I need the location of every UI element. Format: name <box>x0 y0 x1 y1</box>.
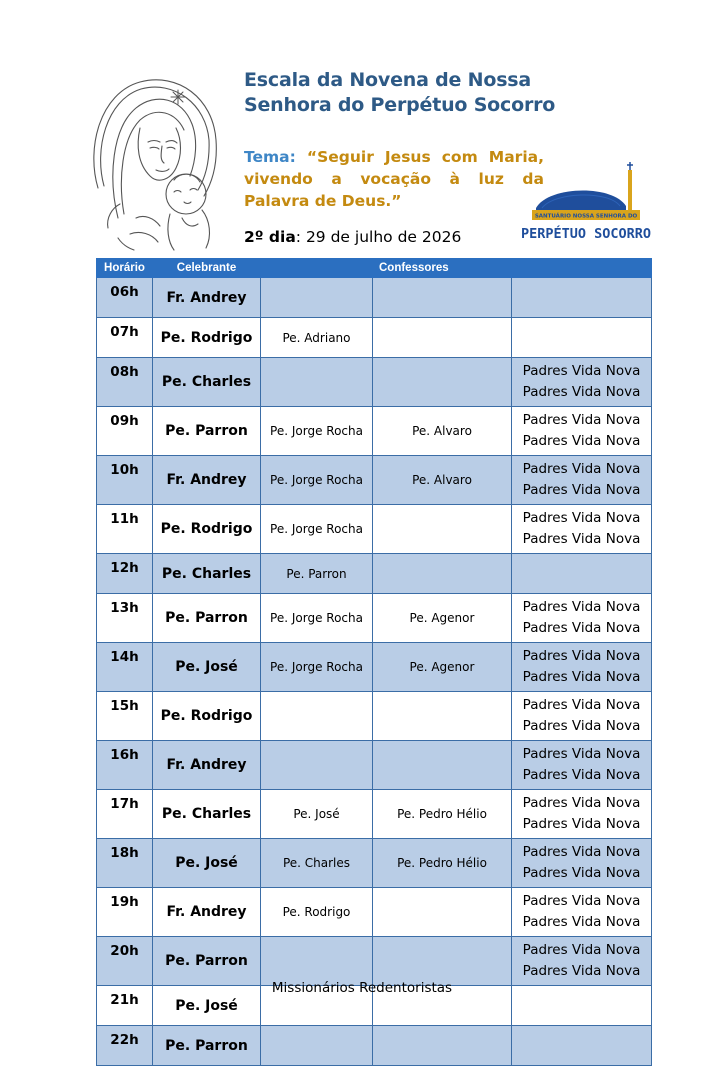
theme-label: Tema: <box>244 148 296 166</box>
confessor-line-2: Padres Vida Nova <box>522 482 641 498</box>
confessor-cell-3 <box>512 554 652 594</box>
celebrant-cell: Fr. Andrey <box>153 456 261 505</box>
celebrant-cell: Pe. Rodrigo <box>153 692 261 741</box>
confessor-cell-1: Pe. Adriano <box>261 318 373 358</box>
logo-main-text: PERPÉTUO SOCORRO <box>520 226 652 242</box>
confessor-cell-2 <box>373 278 512 318</box>
celebrant-cell: Pe. Parron <box>153 407 261 456</box>
confessor-cell-1: Pe. Jorge Rocha <box>261 407 373 456</box>
confessor-cell-3 <box>512 937 652 986</box>
confessor-cell-1: Pe. Rodrigo <box>261 888 373 937</box>
confessor-cell-3 <box>512 456 652 505</box>
table-row <box>97 278 652 318</box>
celebrant-cell: Fr. Andrey <box>153 741 261 790</box>
hour-cell: 11h <box>97 505 153 554</box>
celebrant-cell: Pe. Parron <box>153 594 261 643</box>
confessor-cell-3 <box>512 790 652 839</box>
celebrant-cell: Pe. José <box>153 643 261 692</box>
table-row <box>97 594 652 643</box>
confessor-cell-1: Pe. Jorge Rocha <box>261 505 373 554</box>
celebrant-cell: Pe. Parron <box>153 1026 261 1066</box>
confessor-line-1: Padres Vida Nova <box>522 844 641 860</box>
confessor-cell-3 <box>512 358 652 407</box>
table-row <box>97 407 652 456</box>
madonna-icon-illustration <box>78 68 228 250</box>
confessor-line-1: Padres Vida Nova <box>522 746 641 762</box>
table-header-row <box>97 259 652 278</box>
confessor-cell-3 <box>512 318 652 358</box>
header-confessores: Confessores <box>373 259 652 278</box>
table-row <box>97 554 652 594</box>
confessor-cell-3 <box>512 692 652 741</box>
confessor-cell-1 <box>261 358 373 407</box>
confessor-cell-2 <box>373 1026 512 1066</box>
confessor-cell-2: Pe. Pedro Hélio <box>373 790 512 839</box>
confessor-cell-1: Pe. Charles <box>261 839 373 888</box>
header-empty <box>261 259 373 278</box>
celebrant-cell: Pe. Parron <box>153 937 261 986</box>
confessor-cell-3 <box>512 407 652 456</box>
confessor-cell-3 <box>512 505 652 554</box>
celebrant-cell: Fr. Andrey <box>153 278 261 318</box>
table-row <box>97 505 652 554</box>
confessor-cell-1 <box>261 937 373 986</box>
confessor-cell-1: Pe. Jorge Rocha <box>261 594 373 643</box>
hour-cell: 22h <box>97 1026 153 1066</box>
celebrant-cell: Pe. Rodrigo <box>153 505 261 554</box>
confessor-line-2: Padres Vida Nova <box>522 384 641 400</box>
confessor-line-1: Padres Vida Nova <box>522 942 641 958</box>
confessor-cell-2 <box>373 692 512 741</box>
footer-text: Missionários Redentoristas <box>271 980 453 996</box>
schedule-table <box>96 258 652 1066</box>
celebrant-cell: Pe. Rodrigo <box>153 318 261 358</box>
confessor-cell-3 <box>512 839 652 888</box>
confessor-line-1: Padres Vida Nova <box>522 697 641 713</box>
confessor-line-2: Padres Vida Nova <box>522 718 641 734</box>
confessor-line-1: Padres Vida Nova <box>522 461 641 477</box>
table-row <box>97 643 652 692</box>
hour-cell: 15h <box>97 692 153 741</box>
table-row <box>97 839 652 888</box>
celebrant-cell: Pe. Charles <box>153 554 261 594</box>
confessor-cell-2 <box>373 937 512 986</box>
day-label: 2º dia <box>244 228 296 246</box>
hour-cell: 16h <box>97 741 153 790</box>
hour-cell: 21h <box>97 986 153 1026</box>
confessor-cell-3 <box>512 741 652 790</box>
hour-cell: 12h <box>97 554 153 594</box>
page-title <box>244 68 574 118</box>
sanctuary-logo <box>520 160 652 244</box>
confessor-line-1: Padres Vida Nova <box>522 510 641 526</box>
confessor-line-2: Padres Vida Nova <box>522 433 641 449</box>
logo-top-text: SANTUÁRIO NOSSA SENHORA DO <box>534 213 638 220</box>
confessor-cell-3 <box>512 278 652 318</box>
confessor-cell-3 <box>512 1026 652 1066</box>
confessor-cell-2 <box>373 888 512 937</box>
hour-cell: 10h <box>97 456 153 505</box>
confessor-cell-2: Pe. Agenor <box>373 594 512 643</box>
confessor-cell-1: Pe. Parron <box>261 554 373 594</box>
confessor-line-2: Padres Vida Nova <box>522 865 641 881</box>
hour-cell: 20h <box>97 937 153 986</box>
table-row <box>97 692 652 741</box>
confessor-cell-2 <box>373 318 512 358</box>
hour-cell: 06h <box>97 278 153 318</box>
confessor-cell-1 <box>261 741 373 790</box>
confessor-line-2: Padres Vida Nova <box>522 669 641 685</box>
confessor-line-2: Padres Vida Nova <box>522 620 641 636</box>
hour-cell: 17h <box>97 790 153 839</box>
confessor-cell-2 <box>373 741 512 790</box>
confessor-line-2: Padres Vida Nova <box>522 963 641 979</box>
hour-cell: 09h <box>97 407 153 456</box>
confessor-line-1: Padres Vida Nova <box>522 893 641 909</box>
table-row <box>97 358 652 407</box>
hour-cell: 18h <box>97 839 153 888</box>
confessor-cell-1: Pe. Jorge Rocha <box>261 456 373 505</box>
confessor-line-2: Padres Vida Nova <box>522 914 641 930</box>
hour-cell: 08h <box>97 358 153 407</box>
confessor-line-1: Padres Vida Nova <box>522 412 641 428</box>
hour-cell: 19h <box>97 888 153 937</box>
confessor-cell-2 <box>373 505 512 554</box>
header-celebrante: Celebrante <box>153 259 261 278</box>
title-line-1: Escala da Novena de Nossa <box>244 69 532 91</box>
table-row <box>97 937 652 986</box>
confessor-cell-3 <box>512 643 652 692</box>
confessor-cell-2 <box>373 358 512 407</box>
confessor-cell-2: Pe. Pedro Hélio <box>373 839 512 888</box>
hour-cell: 13h <box>97 594 153 643</box>
celebrant-cell: Pe. José <box>153 839 261 888</box>
celebrant-cell: Pe. Charles <box>153 358 261 407</box>
day-date: : 29 de julho de 2026 <box>295 228 462 246</box>
confessor-line-1: Padres Vida Nova <box>522 795 641 811</box>
hour-cell: 07h <box>97 318 153 358</box>
confessor-line-1: Padres Vida Nova <box>522 648 641 664</box>
confessor-cell-3 <box>512 888 652 937</box>
confessor-cell-1 <box>261 1026 373 1066</box>
header-horario: Horário <box>97 259 153 278</box>
table-row <box>97 318 652 358</box>
confessor-line-2: Padres Vida Nova <box>522 767 641 783</box>
confessor-cell-1: Pe. Jorge Rocha <box>261 643 373 692</box>
table-row <box>97 1026 652 1066</box>
confessor-cell-2: Pe. Agenor <box>373 643 512 692</box>
celebrant-cell: Pe. Charles <box>153 790 261 839</box>
table-row <box>97 456 652 505</box>
confessor-cell-3 <box>512 594 652 643</box>
confessor-line-2: Padres Vida Nova <box>522 531 641 547</box>
day-line <box>244 228 461 246</box>
confessor-cell-1 <box>261 278 373 318</box>
hour-cell: 14h <box>97 643 153 692</box>
celebrant-cell: Fr. Andrey <box>153 888 261 937</box>
confessor-cell-2 <box>373 554 512 594</box>
confessor-cell-2: Pe. Alvaro <box>373 456 512 505</box>
theme-block <box>244 146 544 212</box>
confessor-cell-2: Pe. Alvaro <box>373 407 512 456</box>
title-line-2: Senhora do Perpétuo Socorro <box>244 94 556 116</box>
table-row <box>97 888 652 937</box>
table-row <box>97 790 652 839</box>
confessor-cell-1 <box>261 692 373 741</box>
confessor-line-1: Padres Vida Nova <box>522 363 641 379</box>
theme-text: “Seguir Jesus com Maria, vivendo a vocação à luz da Palavra de Deus.” <box>244 148 544 210</box>
confessor-line-2: Padres Vida Nova <box>522 816 641 832</box>
table-row <box>97 741 652 790</box>
confessor-cell-1: Pe. José <box>261 790 373 839</box>
celebrant-cell: Pe. José <box>153 986 261 1026</box>
confessor-line-1: Padres Vida Nova <box>522 599 641 615</box>
